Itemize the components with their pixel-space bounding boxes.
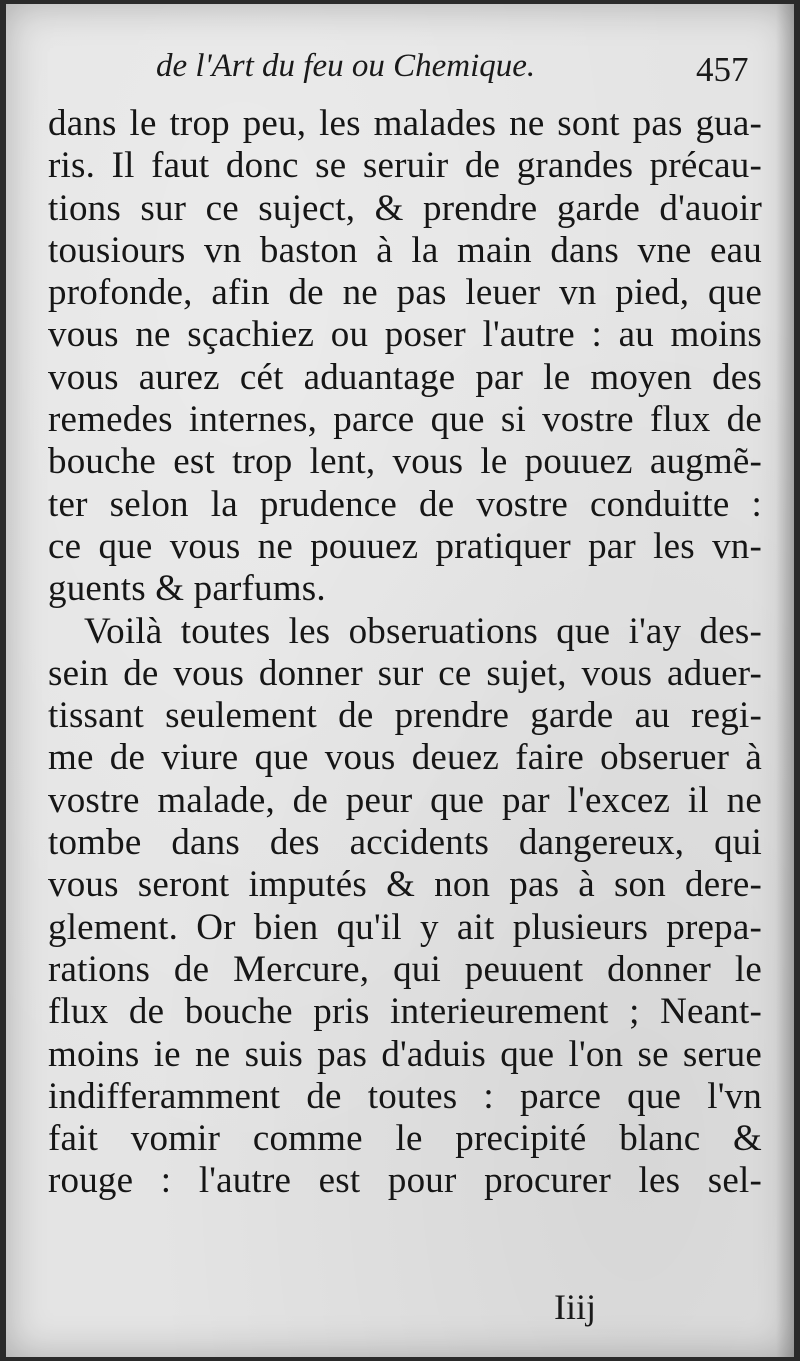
text-line: moins ie ne suis pas d'aduis que l'on se serue [48,1033,762,1075]
text-line: bouche est trop lent, vous le pouuez augmẽ- [48,441,762,483]
text-line: tombe dans des accidents dangereux, qui [48,822,762,864]
paragraph-2 [48,611,762,1203]
text-line: remedes internes, parce que si vostre flux de [48,399,762,441]
text-line: flux de bouche pris interieurement ; Neant- [48,991,762,1033]
text-line: sein de vous donner sur ce sujet, vous aduer- [48,652,762,694]
text-line: tissant seulement de prendre garde au regi- [48,695,762,737]
text-line: ter selon la prudence de vostre conduitte : [48,483,762,525]
page-number: 457 [696,50,749,89]
book-page [6,4,794,1357]
text-line: ce que vous ne pouuez pratiquer par les vn- [48,525,762,567]
text-line: Voilà toutes les obseruations que i'ay des- [84,610,762,652]
text-line: ris. Il faut donc se seruir de grandes précau- [48,145,762,187]
text-line: rouge : l'autre est pour procurer les sel- [48,1160,762,1202]
page-edge-shadow [776,4,794,1357]
text-line: tions sur ce suject, & prendre garde d'auoir [48,187,762,229]
text-line: guents & parfums. [48,568,326,610]
text-line: vostre malade, de peur que par l'excez il ne [48,779,762,821]
running-title: de l'Art du feu ou Chemique. [156,48,536,84]
paragraph-1 [48,103,762,611]
text-line: fait vomir comme le precipité blanc & [48,1118,762,1160]
text-line: glement. Or bien qu'il y ait plusieurs prepa- [48,906,762,948]
text-line: indifferamment de toutes : parce que l'vn [48,1075,762,1117]
text-line: vous ne sçachiez ou poser l'autre : au moins [48,314,762,356]
page-header [6,48,794,100]
text-line: rations de Mercure, qui peuuent donner le [48,948,762,990]
signature-mark: Iiij [554,1287,596,1327]
text-line: me de viure que vous deuez faire obseruer à [48,737,762,779]
text-line: dans le trop peu, les malades ne sont pas gua- [48,103,762,144]
text-line: profonde, afin de ne pas leuer vn pied, que [48,272,762,314]
text-line: tousiours vn baston à la main dans vne eau [48,229,762,271]
text-line: vous aurez cét aduantage par le moyen des [48,356,762,398]
text-body [48,103,762,1203]
text-line: vous seront imputés & non pas à son dere- [48,864,762,906]
